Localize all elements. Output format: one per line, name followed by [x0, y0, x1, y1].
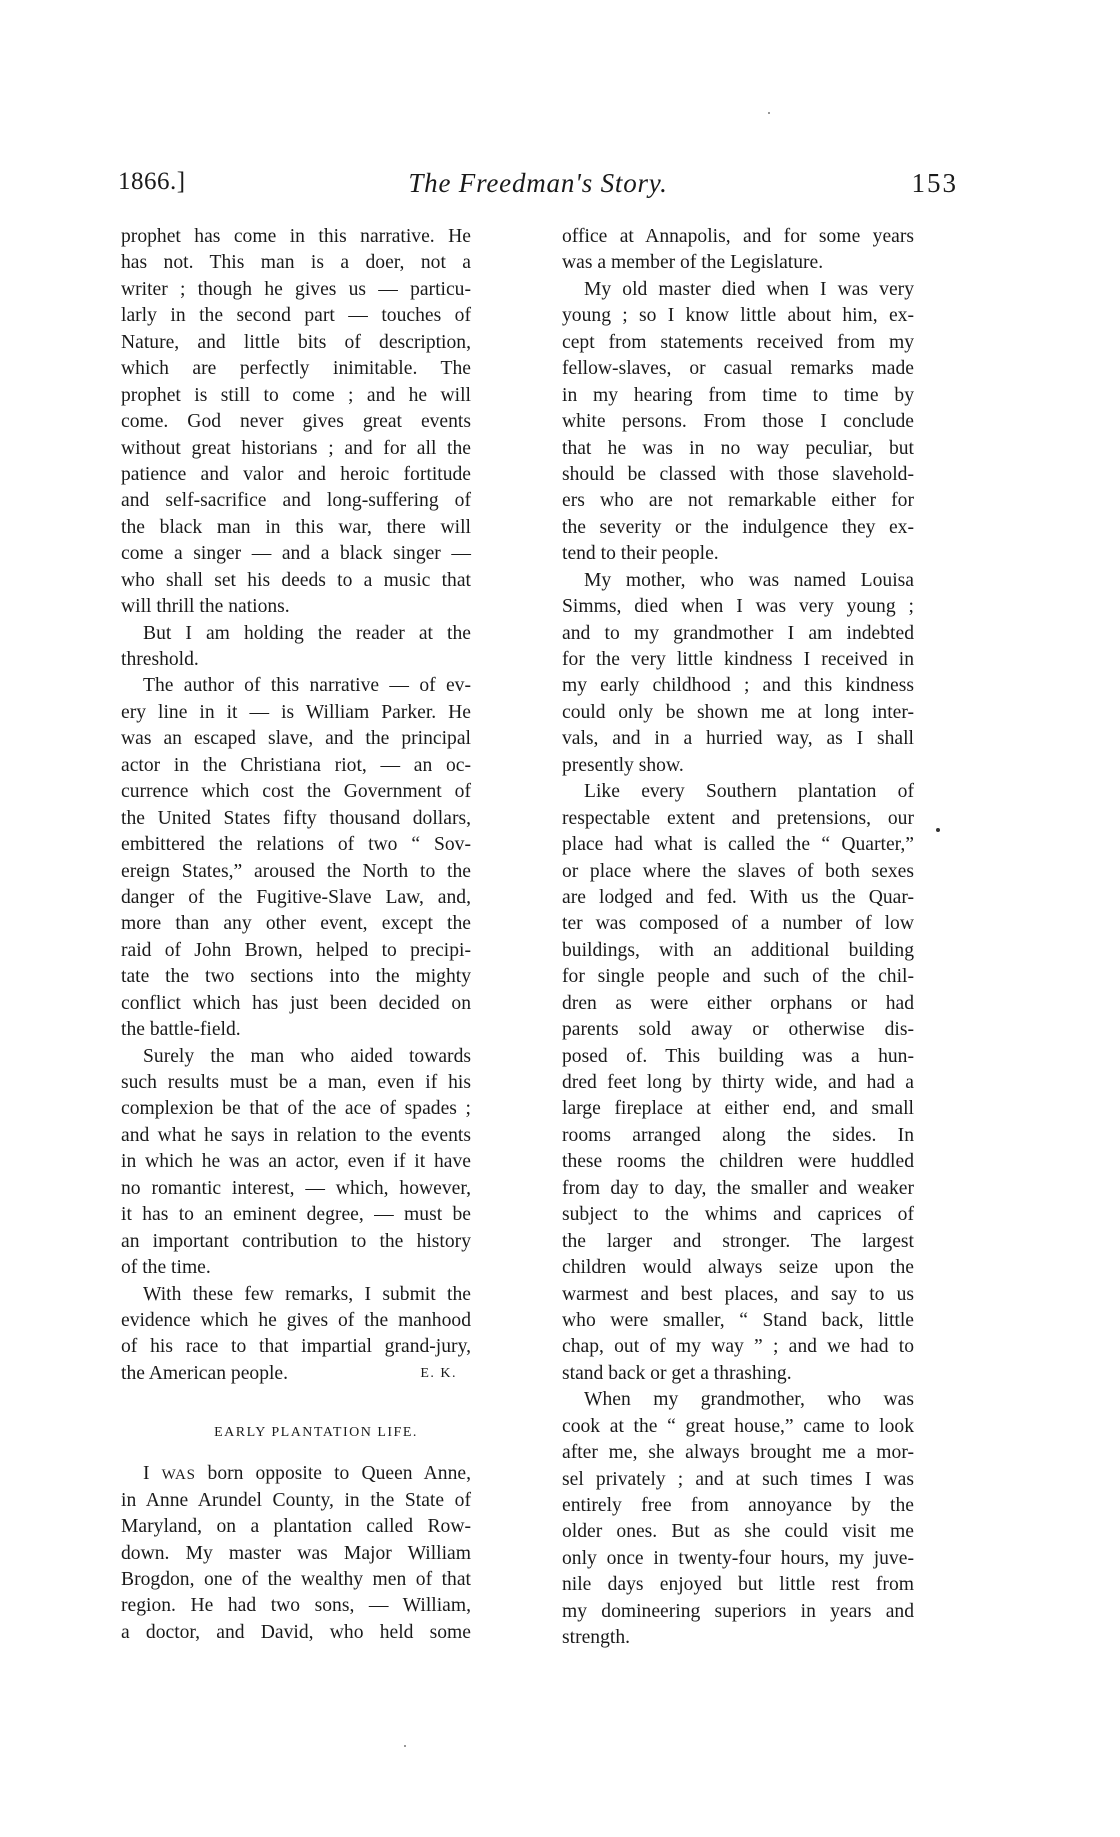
text-line: Brogdon, one of the wealthy men of that: [121, 1569, 471, 1590]
text-line: for single people and such of the chil-: [562, 966, 914, 988]
text-line: who shall set his deeds to a music that: [121, 569, 471, 591]
text-line: office at Annapolis, and for some years: [562, 226, 914, 247]
text-line: currence which cost the Government of: [121, 781, 471, 803]
running-head-title: The Freedman's Story.: [408, 168, 668, 198]
text-line: ers who are not remarkable either for: [562, 490, 914, 512]
text-line: these rooms the children were huddled: [562, 1151, 914, 1173]
text-line: the United States fifty thousand dollars,: [121, 807, 471, 829]
text-line: has not. This man is a doer, not a: [121, 252, 471, 274]
text-line: prophet is still to come ; and he will: [121, 384, 471, 406]
smallcaps-lead: WAS: [161, 1467, 208, 1484]
text-line: threshold.: [121, 649, 199, 670]
text-line: I WAS born opposite to Queen Anne,: [143, 1463, 471, 1485]
text-line: Simms, died when I was very young ;: [562, 596, 914, 618]
text-line: complexion be that of the ace of spades ;: [121, 1098, 471, 1120]
text-line: of the time.: [121, 1257, 211, 1279]
text-line: an important contribution to the history: [121, 1230, 471, 1252]
text-line: raid of John Brown, helped to precipi-: [121, 939, 471, 961]
initial-word: I: [143, 1463, 162, 1485]
text-line: no romantic interest, — which, however,: [121, 1177, 471, 1199]
text-line: subject to the whims and caprices of: [562, 1204, 914, 1226]
text-line: older ones. But as she could visit me: [562, 1521, 914, 1543]
text-line: larly in the second part — touches of: [121, 305, 471, 327]
text-line: prophet has come in this narrative. He: [121, 226, 471, 247]
text-line: such results must be a man, even if his: [121, 1072, 471, 1093]
right-column: [562, 224, 914, 1652]
text-line: only once in twenty-four hours, my juve-: [562, 1547, 914, 1569]
text-line: dren as were either orphans or had: [562, 992, 914, 1014]
text-line: young ; so I know little about him, ex-: [562, 305, 914, 327]
closing-signature-line: [121, 1361, 471, 1387]
text-line: chap, out of my way ” ; and we had to: [562, 1336, 914, 1358]
text-line: danger of the Fugitive-Slave Law, and,: [121, 886, 471, 908]
text-line: it has to an eminent degree, — must be: [121, 1204, 471, 1226]
text-line: nile days enjoyed but little rest from: [562, 1574, 914, 1596]
scan-speck: [768, 112, 770, 114]
text-line: could only be shown me at long inter-: [562, 701, 914, 723]
text-line: My old master died when I was very: [584, 278, 914, 300]
text-line: respectable extent and pretensions, our: [562, 807, 914, 829]
text-line: the larger and stronger. The largest: [562, 1230, 914, 1252]
text-line: and to my grandmother I am indebted: [562, 622, 914, 644]
closing-line: the American people.: [121, 1362, 289, 1384]
text-line: tate the two sections into the mighty: [121, 966, 471, 988]
text-line: from day to day, the smaller and weaker: [562, 1177, 914, 1199]
text-line: Like every Southern plantation of: [584, 781, 914, 803]
text-line: and what he says in relation to the events: [121, 1124, 471, 1146]
text-line: The author of this narrative — of ev-: [143, 675, 471, 697]
text-line: that he was in no way peculiar, but: [562, 437, 914, 459]
text-line: patience and valor and heroic fortitude: [121, 463, 471, 485]
text-line: in which he was an actor, even if it have: [121, 1151, 471, 1173]
text-line: rooms arranged along the sides. In: [562, 1124, 914, 1146]
text-line: tend to their people.: [562, 543, 719, 565]
text-line: parents sold away or otherwise dis-: [562, 1019, 914, 1041]
text-line: writer ; though he gives us — particu-: [121, 278, 471, 300]
text-line: strength.: [562, 1627, 631, 1649]
text-line: of his race to that impartial grand-jury,: [121, 1336, 471, 1358]
text-line: When my grandmother, who was: [584, 1389, 914, 1411]
running-head-year: 1866.]: [118, 168, 186, 195]
text-line: sel privately ; and at such times I was: [562, 1468, 914, 1490]
text-line: white persons. From those I conclude: [562, 411, 914, 433]
text-line: ery line in it — is William Parker. He: [121, 701, 471, 723]
text-line: cept from statements received from my: [562, 331, 914, 353]
text-line: a doctor, and David, who held some: [121, 1621, 471, 1643]
left-column: [121, 224, 471, 1646]
text-line: conflict which has just been decided on: [121, 992, 471, 1014]
text-line: Nature, and little bits of description,: [121, 331, 471, 353]
text-line: ereign States,” aroused the North to the: [121, 860, 471, 882]
text-line: stand back or get a thrashing.: [562, 1362, 792, 1384]
text-line: more than any other event, except the: [121, 913, 471, 935]
text-line: my domineering superiors in years and: [562, 1600, 914, 1622]
text-line: fellow-slaves, or casual remarks made: [562, 358, 914, 380]
text-line: dred feet long by thirty wide, and had a: [562, 1072, 914, 1093]
text-line: But I am holding the reader at the: [143, 622, 471, 644]
scan-speck: [404, 1745, 406, 1747]
text-line: cook at the “ great house,” came to look: [562, 1415, 914, 1437]
text-line: without great historians ; and for all the: [121, 437, 471, 459]
text-line: the battle-field.: [121, 1019, 241, 1041]
text-line: warmest and best places, and say to us: [562, 1283, 914, 1305]
text-line: With these few remarks, I submit the: [143, 1283, 471, 1305]
text-line: actor in the Christiana riot, — an oc-: [121, 754, 471, 776]
section-heading: EARLY PLANTATION LIFE.: [214, 1425, 418, 1441]
text-line: for the very little kindness I received in: [562, 649, 914, 670]
text-line: My mother, who was named Louisa: [584, 569, 914, 591]
page-number: 153: [911, 168, 958, 198]
text-line: the severity or the indulgence they ex-: [562, 516, 914, 538]
text-line: presently show.: [562, 754, 684, 776]
text-line: large fireplace at either end, and small: [562, 1098, 914, 1120]
text-line: in my hearing from time to time by: [562, 384, 914, 406]
text-line: posed of. This building was a hun-: [562, 1045, 914, 1067]
author-initials: E. K.: [420, 1365, 457, 1381]
text-line: or place where the slaves of both sexes: [562, 860, 914, 882]
text-line: come. God never gives great events: [121, 411, 471, 433]
text-line: ter was composed of a number of low: [562, 913, 914, 935]
text-line: and self-sacrifice and long-suffering of: [121, 490, 471, 512]
text-line: vals, and in a hurried way, as I shall: [562, 728, 914, 750]
text-line: Surely the man who aided towards: [143, 1045, 471, 1067]
text-line: embittered the relations of two “ Sov-: [121, 834, 471, 856]
text-line: my early childhood ; and this kindness: [562, 675, 914, 697]
margin-mark: [936, 828, 940, 832]
text-line: which are perfectly inimitable. The: [121, 358, 471, 380]
text-line: place had what is called the “ Quarter,”: [562, 834, 914, 856]
text-line: after me, she always brought me a mor-: [562, 1442, 914, 1464]
running-head: [118, 168, 958, 208]
text-line: are lodged and fed. With us the Quar-: [562, 886, 914, 908]
text-line: down. My master was Major William: [121, 1542, 471, 1564]
text-line: was an escaped slave, and the principal: [121, 728, 471, 750]
text-line: who were smaller, “ Stand back, little: [562, 1309, 914, 1331]
text-line: Maryland, on a plantation called Row-: [121, 1516, 471, 1538]
text-line: the black man in this war, there will: [121, 516, 471, 538]
text-line: was a member of the Legislature.: [562, 252, 824, 274]
text-line: will thrill the nations.: [121, 596, 290, 618]
right-column-text: [562, 224, 914, 1652]
text-line: come a singer — and a black singer —: [121, 543, 471, 565]
text-line: in Anne Arundel County, in the State of: [121, 1489, 471, 1511]
section-text: [121, 1461, 471, 1646]
text-line: children would always seize upon the: [562, 1257, 914, 1279]
text-line: evidence which he gives of the manhood: [121, 1309, 471, 1331]
text-line: should be classed with those slavehold-: [562, 463, 914, 485]
text-line: buildings, with an additional building: [562, 939, 914, 961]
text-line: entirely free from annoyance by the: [562, 1495, 914, 1516]
text-line: region. He had two sons, — William,: [121, 1595, 471, 1617]
left-column-text: [121, 224, 471, 1361]
